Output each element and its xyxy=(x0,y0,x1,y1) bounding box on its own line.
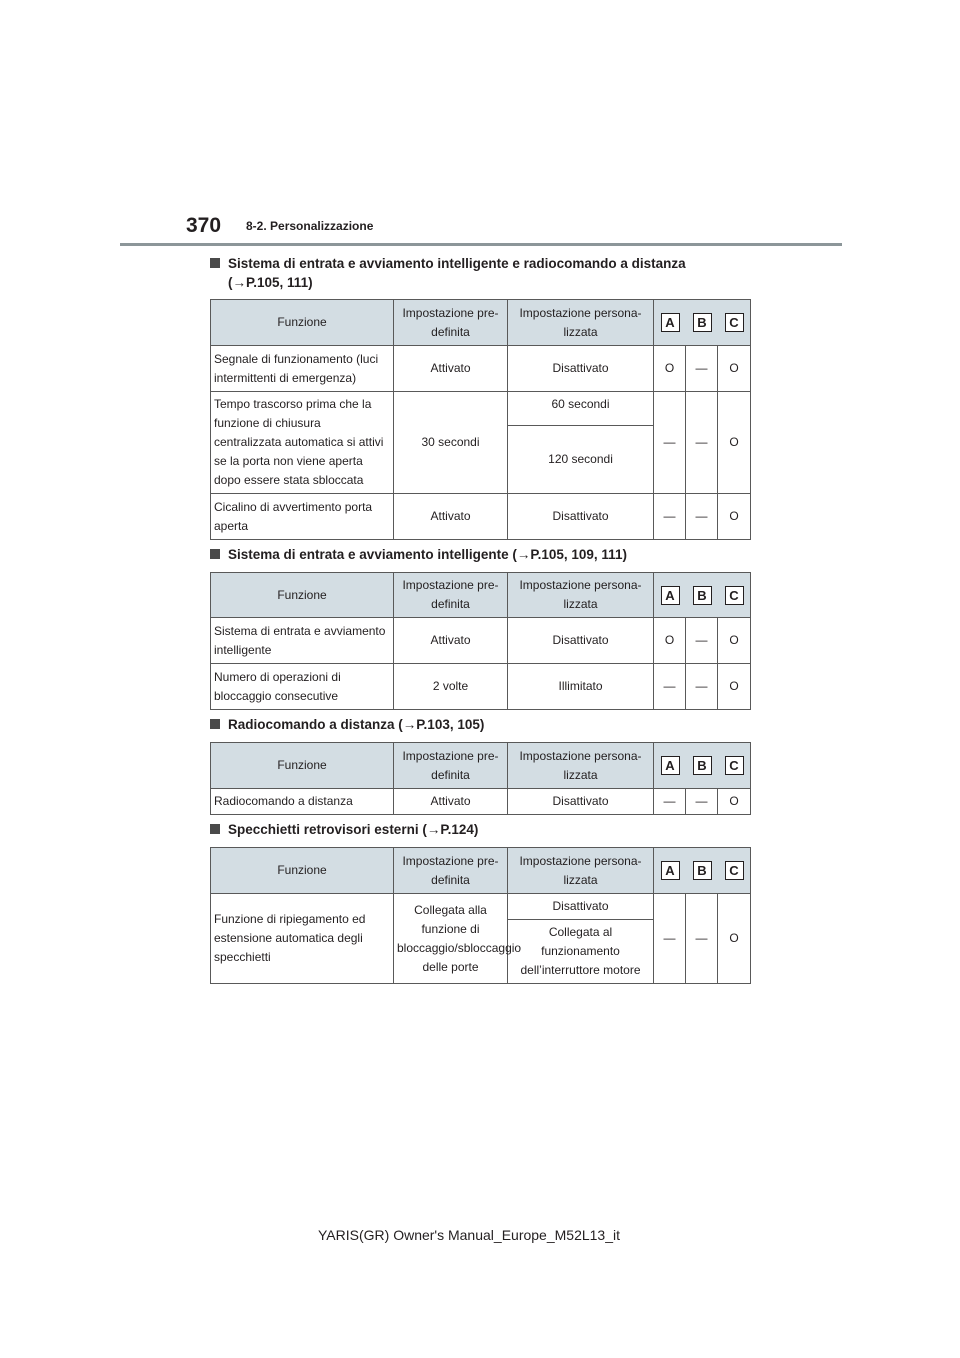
table-header-row xyxy=(211,573,751,618)
column-header-default: Impostazione pre- definita xyxy=(394,300,508,346)
cell-custom: Illimitato xyxy=(508,664,654,710)
filled-square-icon xyxy=(210,258,220,268)
cell-b: — xyxy=(686,618,718,664)
cell-c: O xyxy=(718,894,751,984)
column-header-abc xyxy=(654,573,751,618)
cell-a: — xyxy=(654,392,686,494)
cell-custom: 120 secondi xyxy=(508,426,654,494)
column-b-icon: B xyxy=(693,861,712,880)
column-header-function: Funzione xyxy=(211,573,394,618)
cell-a: O xyxy=(654,618,686,664)
table-row xyxy=(211,392,751,426)
column-a-icon: A xyxy=(661,756,680,775)
column-header-custom: Impostazione persona- lizzata xyxy=(508,848,654,894)
settings-table xyxy=(210,299,751,540)
footer-text: YARIS(GR) Owner's Manual_Europe_M52L13_it xyxy=(318,1227,620,1243)
column-b-icon: B xyxy=(693,756,712,775)
column-header-abc xyxy=(654,300,751,346)
cell-c: O xyxy=(718,618,751,664)
cell-default: 2 volte xyxy=(394,664,508,710)
table-header-row xyxy=(211,743,751,789)
table-row xyxy=(211,494,751,540)
filled-square-icon xyxy=(210,549,220,559)
cell-default: Attivato xyxy=(394,346,508,392)
cell-b: — xyxy=(686,392,718,494)
cell-function: Sistema di entrata e avviamento intelligente xyxy=(211,618,394,664)
column-c-icon: C xyxy=(725,313,744,332)
section-heading: Radiocomando a distanza (→P.103, 105) xyxy=(210,715,750,734)
column-header-function: Funzione xyxy=(211,300,394,346)
cell-custom: Disattivato xyxy=(508,494,654,540)
cell-function: Cicalino di avvertimento porta aperta xyxy=(211,494,394,540)
column-a-icon: A xyxy=(661,586,680,605)
column-c-icon: C xyxy=(725,861,744,880)
page-reference: (→P.124) xyxy=(422,822,479,837)
column-header-default: Impostazione pre- definita xyxy=(394,573,508,618)
column-header-default: Impostazione pre- definita xyxy=(394,743,508,789)
page-reference: (→P.105, 109, 111) xyxy=(512,547,627,562)
filled-square-icon xyxy=(210,719,220,729)
section-heading: Sistema di entrata e avviamento intelligente (→P.105, 109, 111) xyxy=(210,545,750,564)
page-reference: (→P.103, 105) xyxy=(398,717,485,732)
section-heading: Specchietti retrovisori esterni (→P.124) xyxy=(210,820,750,839)
cell-custom: 60 secondi xyxy=(508,392,654,426)
settings-table xyxy=(210,572,751,710)
cell-b: — xyxy=(686,894,718,984)
cell-b: — xyxy=(686,494,718,540)
column-header-abc xyxy=(654,743,751,789)
cell-custom: Disattivato xyxy=(508,894,654,920)
column-header-function: Funzione xyxy=(211,848,394,894)
cell-default: Attivato xyxy=(394,618,508,664)
settings-table xyxy=(210,847,751,984)
cell-default: Attivato xyxy=(394,789,508,815)
cell-c: O xyxy=(718,346,751,392)
column-c-icon: C xyxy=(725,586,744,605)
section-keyless-remote xyxy=(210,254,750,540)
column-header-custom: Impostazione persona- lizzata xyxy=(508,300,654,346)
table-row xyxy=(211,894,751,920)
cell-c: O xyxy=(718,664,751,710)
cell-b: — xyxy=(686,789,718,815)
cell-a: — xyxy=(654,494,686,540)
cell-function: Segnale di funzionamento (luci intermittenti di emergenza) xyxy=(211,346,394,392)
section-mirrors xyxy=(210,820,750,984)
column-header-custom: Impostazione persona- lizzata xyxy=(508,743,654,789)
cell-a: — xyxy=(654,789,686,815)
section-smart-entry xyxy=(210,545,750,710)
cell-function: Tempo trascorso prima che la funzione di chiusura centralizzata automatica si attivi se la porta non viene aperta dopo essere stata sbloccata xyxy=(211,392,394,494)
column-b-icon: B xyxy=(693,313,712,332)
column-header-default: Impostazione pre- definita xyxy=(394,848,508,894)
cell-function: Numero di operazioni di bloccaggio consecutive xyxy=(211,664,394,710)
cell-custom: Disattivato xyxy=(508,789,654,815)
column-header-abc xyxy=(654,848,751,894)
cell-default: Collegata alla funzione di bloccaggio/sbloccaggio delle porte xyxy=(394,894,508,984)
column-header-custom: Impostazione persona- lizzata xyxy=(508,573,654,618)
table-row xyxy=(211,664,751,710)
cell-default: 30 secondi xyxy=(394,392,508,494)
column-b-icon: B xyxy=(693,586,712,605)
cell-default: Attivato xyxy=(394,494,508,540)
cell-a: — xyxy=(654,894,686,984)
cell-function: Radiocomando a distanza xyxy=(211,789,394,815)
cell-c: O xyxy=(718,494,751,540)
header-divider xyxy=(120,243,842,246)
cell-custom: Disattivato xyxy=(508,346,654,392)
column-c-icon: C xyxy=(725,756,744,775)
table-header-row xyxy=(211,848,751,894)
cell-custom: Disattivato xyxy=(508,618,654,664)
table-row xyxy=(211,789,751,815)
section-remote-control xyxy=(210,715,750,815)
column-a-icon: A xyxy=(661,861,680,880)
cell-c: O xyxy=(718,392,751,494)
section-heading: Sistema di entrata e avviamento intelligente e radiocomando a distanza (→P.105, 111) xyxy=(210,254,750,292)
table-row xyxy=(211,346,751,392)
cell-c: O xyxy=(718,789,751,815)
cell-a: O xyxy=(654,346,686,392)
table-row xyxy=(211,618,751,664)
settings-table xyxy=(210,742,751,815)
cell-b: — xyxy=(686,346,718,392)
section-title: 8-2. Personalizzazione xyxy=(246,219,374,233)
cell-a: — xyxy=(654,664,686,710)
cell-custom: Collegata al funzionamento dell’interruttore motore xyxy=(508,920,654,984)
page-header xyxy=(0,0,960,250)
page-reference: (→P.105, 111) xyxy=(228,275,313,290)
column-a-icon: A xyxy=(661,313,680,332)
page-number: 370 xyxy=(186,214,222,237)
table-header-row xyxy=(211,300,751,346)
filled-square-icon xyxy=(210,824,220,834)
cell-function: Funzione di ripiegamento ed estensione automatica degli specchietti xyxy=(211,894,394,984)
column-header-function: Funzione xyxy=(211,743,394,789)
cell-b: — xyxy=(686,664,718,710)
